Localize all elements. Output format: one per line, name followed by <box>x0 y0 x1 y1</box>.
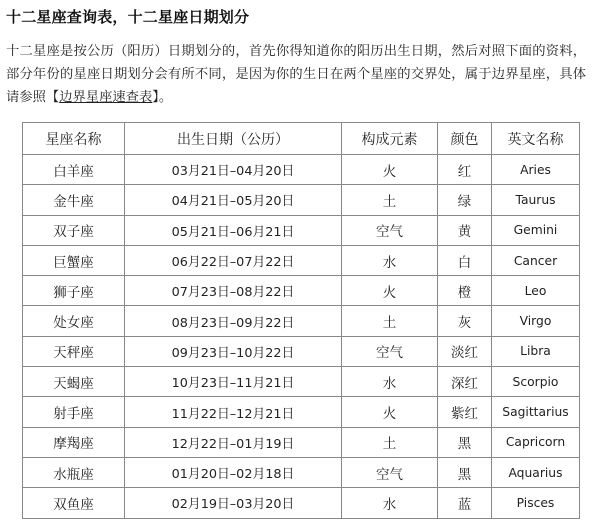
cell-english-name: Libra <box>492 336 580 366</box>
cell-birth-date: 01月20日–02月18日 <box>125 457 342 487</box>
zodiac-table <box>22 122 580 519</box>
cell-english-name: Cancer <box>492 245 580 275</box>
cell-birth-date: 07月23日–08月22日 <box>125 276 342 306</box>
cell-element: 水 <box>342 367 438 397</box>
table-row <box>23 367 580 397</box>
cell-element: 火 <box>342 397 438 427</box>
cell-sign-name: 双鱼座 <box>23 488 125 518</box>
boundary-zodiac-link[interactable]: 边界星座速查表 <box>59 90 153 105</box>
cell-english-name: Virgo <box>492 306 580 336</box>
table-row <box>23 276 580 306</box>
cell-sign-name: 天蝎座 <box>23 367 125 397</box>
table-row <box>23 336 580 366</box>
cell-color: 紫红 <box>438 397 492 427</box>
cell-color: 橙 <box>438 276 492 306</box>
cell-color: 绿 <box>438 185 492 215</box>
cell-birth-date: 08月23日–09月22日 <box>125 306 342 336</box>
cell-sign-name: 摩羯座 <box>23 427 125 457</box>
cell-element: 水 <box>342 245 438 275</box>
cell-birth-date: 09月23日–10月22日 <box>125 336 342 366</box>
cell-element: 空气 <box>342 336 438 366</box>
header-element: 构成元素 <box>342 123 438 155</box>
cell-element: 土 <box>342 185 438 215</box>
cell-birth-date: 05月21日–06月21日 <box>125 215 342 245</box>
cell-color: 黑 <box>438 427 492 457</box>
cell-sign-name: 巨蟹座 <box>23 245 125 275</box>
table-row <box>23 488 580 518</box>
cell-sign-name: 双子座 <box>23 215 125 245</box>
header-birth-date: 出生日期（公历） <box>125 123 342 155</box>
cell-element: 火 <box>342 276 438 306</box>
cell-english-name: Sagittarius <box>492 397 580 427</box>
cell-color: 白 <box>438 245 492 275</box>
table-row <box>23 397 580 427</box>
cell-english-name: Taurus <box>492 185 580 215</box>
header-english-name: 英文名称 <box>492 123 580 155</box>
cell-sign-name: 天秤座 <box>23 336 125 366</box>
cell-color: 灰 <box>438 306 492 336</box>
cell-element: 空气 <box>342 457 438 487</box>
cell-english-name: Aquarius <box>492 457 580 487</box>
table-row <box>23 306 580 336</box>
cell-sign-name: 水瓶座 <box>23 457 125 487</box>
table-header-row <box>23 123 580 155</box>
cell-element: 土 <box>342 306 438 336</box>
cell-sign-name: 处女座 <box>23 306 125 336</box>
table-row <box>23 457 580 487</box>
intro-suffix: 】。 <box>152 90 173 105</box>
cell-color: 蓝 <box>438 488 492 518</box>
cell-color: 淡红 <box>438 336 492 366</box>
cell-english-name: Aries <box>492 155 580 185</box>
cell-sign-name: 白羊座 <box>23 155 125 185</box>
table-row <box>23 245 580 275</box>
cell-color: 黑 <box>438 457 492 487</box>
page-title: 十二星座查询表，十二星座日期划分 <box>6 8 250 26</box>
table-row <box>23 427 580 457</box>
cell-birth-date: 06月22日–07月22日 <box>125 245 342 275</box>
cell-element: 水 <box>342 488 438 518</box>
cell-element: 土 <box>342 427 438 457</box>
cell-english-name: Gemini <box>492 215 580 245</box>
cell-birth-date: 10月23日–11月21日 <box>125 367 342 397</box>
cell-sign-name: 金牛座 <box>23 185 125 215</box>
cell-birth-date: 02月19日–03月20日 <box>125 488 342 518</box>
intro-paragraph <box>6 40 586 109</box>
cell-english-name: Capricorn <box>492 427 580 457</box>
cell-birth-date: 11月22日–12月21日 <box>125 397 342 427</box>
cell-english-name: Scorpio <box>492 367 580 397</box>
cell-english-name: Leo <box>492 276 580 306</box>
cell-color: 红 <box>438 155 492 185</box>
cell-sign-name: 狮子座 <box>23 276 125 306</box>
cell-element: 火 <box>342 155 438 185</box>
cell-element: 空气 <box>342 215 438 245</box>
cell-sign-name: 射手座 <box>23 397 125 427</box>
table-row <box>23 185 580 215</box>
header-color: 颜色 <box>438 123 492 155</box>
intro-text: 十二星座是按公历（阳历）日期划分的，首先你得知道你的阳历出生日期，然后对照下面的资料，部分年份的星座日期划分会有所不同，是因为你的生日在两个星座的交界处，属于边界星座，具体请参照【 <box>6 44 586 105</box>
table-body <box>23 155 580 519</box>
cell-birth-date: 12月22日–01月19日 <box>125 427 342 457</box>
cell-birth-date: 04月21日–05月20日 <box>125 185 342 215</box>
table-row <box>23 215 580 245</box>
cell-english-name: Pisces <box>492 488 580 518</box>
cell-color: 深红 <box>438 367 492 397</box>
cell-birth-date: 03月21日–04月20日 <box>125 155 342 185</box>
cell-color: 黄 <box>438 215 492 245</box>
table-row <box>23 155 580 185</box>
header-sign-name: 星座名称 <box>23 123 125 155</box>
